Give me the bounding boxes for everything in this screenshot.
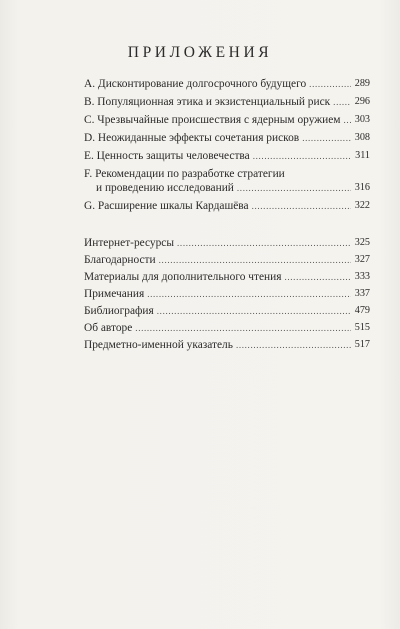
toc-entry-label: Библиография: [84, 305, 154, 317]
dot-leader: [333, 96, 351, 109]
toc-entry-label: C. Чрезвычайные происшествия с ядерным оружием: [84, 114, 341, 126]
toc-entry-label: Материалы для дополнительного чтения: [84, 271, 282, 283]
toc-entry-page: 517: [354, 339, 370, 350]
toc-entry-page: 479: [354, 305, 370, 316]
toc-entry-page: 337: [354, 288, 370, 299]
dot-leader: [177, 237, 351, 250]
toc-entry-label: Благодарности: [84, 254, 156, 266]
toc-entry-page: 296: [354, 96, 370, 107]
toc-entry-label: G. Расширение шкалы Кардашёва: [84, 200, 249, 212]
toc-entry-page: 322: [354, 200, 370, 211]
toc-entry-label: A. Дисконтирование долгосрочного будущего: [84, 78, 307, 90]
toc-entry-internet-resources[interactable]: [84, 236, 370, 250]
dot-leader: [157, 305, 351, 318]
dot-leader: [344, 114, 351, 127]
toc-entry-page: 515: [354, 322, 370, 333]
dot-leader: [147, 288, 351, 301]
dot-leader: [237, 182, 351, 195]
toc-entry-label: D. Неожиданные эффекты сочетания рисков: [84, 132, 300, 144]
toc-entry-label: и проведению исследований: [96, 182, 234, 194]
toc-entry-appendix-e[interactable]: [84, 149, 370, 163]
toc-entry-appendix-a[interactable]: [84, 77, 370, 91]
toc-entry-label: Об авторе: [84, 322, 133, 334]
toc-entry-index[interactable]: [84, 338, 370, 352]
toc-entry-appendix-f[interactable]: [96, 181, 370, 195]
toc-entry-page: 316: [354, 182, 370, 193]
toc-entry-appendix-f-line1[interactable]: F. Рекомендации по разработке стратегии: [84, 168, 285, 180]
toc-entry-label: E. Ценность защиты человечества: [84, 150, 250, 162]
dot-leader: [284, 271, 351, 284]
dot-leader: [302, 132, 351, 145]
toc-entry-notes[interactable]: [84, 287, 370, 301]
dot-leader: [252, 200, 351, 213]
toc-entry-appendix-d[interactable]: [84, 131, 370, 145]
toc-entry-page: 327: [354, 254, 370, 265]
toc-entry-page: 333: [354, 271, 370, 282]
toc-entry-page: 311: [355, 150, 370, 161]
toc-entry-page: 325: [354, 237, 370, 248]
toc-entry-label: Предметно-именной указатель: [84, 339, 233, 351]
dot-leader: [309, 78, 351, 91]
toc-entry-appendix-c[interactable]: [84, 113, 370, 127]
toc-entry-label: B. Популяционная этика и экзистенциальный риск: [84, 96, 331, 108]
toc-entry-appendix-g[interactable]: [84, 199, 370, 213]
page-title: ПРИЛОЖЕНИЯ: [127, 44, 273, 61]
toc-entry-appendix-b[interactable]: [84, 95, 370, 109]
dot-leader: [159, 254, 351, 267]
toc-entry-acknowledgements[interactable]: [84, 253, 370, 267]
toc-entry-page: 303: [354, 114, 370, 125]
toc-entry-bibliography[interactable]: [84, 304, 370, 318]
toc-entry-page: 308: [354, 132, 370, 143]
toc-entry-further-reading[interactable]: [84, 270, 370, 284]
toc-entry-label: Примечания: [84, 288, 145, 300]
dot-leader: [253, 150, 351, 163]
toc-entry-about-author[interactable]: [84, 321, 370, 335]
toc-entry-label: Интернет-ресурсы: [84, 237, 175, 249]
dot-leader: [236, 339, 351, 352]
dot-leader: [135, 322, 351, 335]
toc-entry-page: 289: [354, 78, 370, 89]
